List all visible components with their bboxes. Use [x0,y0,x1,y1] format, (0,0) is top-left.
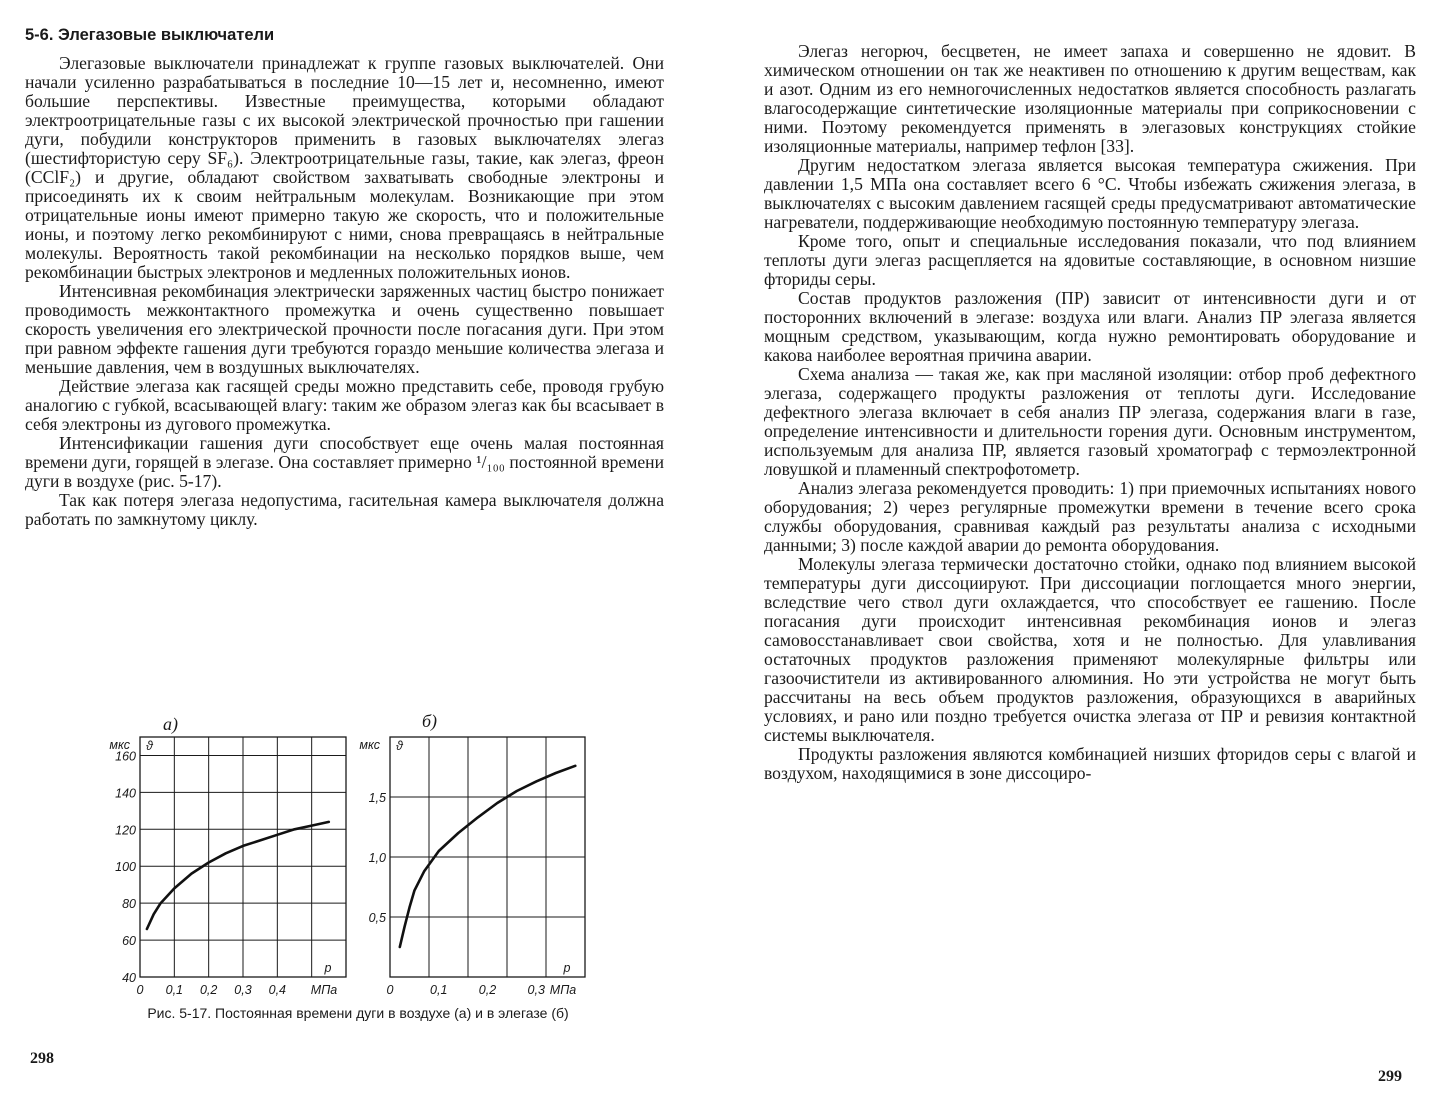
x-unit-label: МПа [310,983,338,997]
paragraph: Продукты разложения являются комбинацией низших фторидов серы с влагой и воздухом, находящимися в зоне диссоциро- [764,744,1416,783]
figure-5-17 [0,0,716,1105]
paragraph: Так как потеря элегаза недопустима, гасительная камера выключателя должна работать по замкнутому циклу. [25,490,664,529]
paragraph: Интенсификации гашения дуги способствует еще очень малая постоянная времени дуги, горящей в элегазе. Она составляет примерно ¹/₁₀₀ постоянной времени дуги в воздухе (рис. 5-17). [25,433,664,491]
paragraph: Интенсивная рекомбинация электрически заряженных частиц быстро понижает проводимость межконтактного промежутка и очень существенно повышает скорость увеличения его электрической прочности после погасания дуги. При этом при равном эффекте гашения дуги требуются гораздо меньшие количества элегаза и меньшие давления, чем в воздушных выключателях. [25,281,664,377]
y-unit-label: мкс [359,738,380,752]
y-tick-label: 100 [115,860,136,875]
x-tick-label: 0,1 [165,983,184,997]
x-tick-label: 0 [136,983,144,997]
paragraph: Элегаз негорюч, бесцветен, не имеет запаха и совершенно не ядовит. В химическом отношении он так же неактивен по отношению к другим веществам, как и азот. Одним из его немногочисленных недостатков является способность разлагать влагосодержащие синтетические изоляционные материалы при соприкосновении с ними. Поэтому рекомендуется применять в элегазовых конструкциях стойкие изоляционные материалы, например тефлон [33]. [764,41,1416,156]
paragraph: Кроме того, опыт и специальные исследования показали, что под влиянием теплоты дуги элегаз расщепляется на ядовитые составляющие, в основном низшие фториды серы. [764,231,1416,289]
y-tick-label: 80 [122,897,136,912]
y-tick-label: 60 [122,934,136,949]
paragraph: Схема анализа — такая же, как при масляной изоляции: отбор проб дефектного элегаза, содержащего продукты разложения от теплоты дуги. Исследование дефектного элегаза включает в себя анализ ПР элегаза, содержания влаги в газе, определение интенсивности и длительности горения дуги. Основным инструментом, используемым для анализа ПР, является газовый хроматограф с термоэлектронной ловушкой и пламенный спектрофотометр. [764,364,1416,479]
page-number-right: 299 [1378,1068,1402,1085]
x-tick-label: 0,3 [527,983,545,997]
x-symbol-label: p [324,961,332,975]
y-tick-label: 1,5 [368,791,386,805]
right-body-text [764,42,1416,783]
y-tick-label: 40 [122,971,136,985]
left-page [0,0,716,1105]
y-tick-label: 140 [115,786,136,801]
panel-label-b: б) [422,711,438,731]
paragraph: Состав продуктов разложения (ПР) зависит от интенсивности дуги и от посторонних включений в элегазе: воздуха или влаги. Анализ ПР элегаза является мощным средством, указывающим, когда нужно ремонтировать оборудование и какова наиболее вероятная причина аварии. [764,288,1416,365]
panel-label-a: а) [163,714,178,734]
figure-caption: Рис. 5-17. Постоянная времени дуги в воздухе (а) и в элегазе (б) [147,1005,569,1021]
paragraph: Действие элегаза как гасящей среды можно представить себе, проводя грубую аналогию с губкой, всасывающей влагу: таким же образом элегаз как бы всасывает в себя электроны из дугового промежутка. [25,376,664,434]
y-symbol-label: ϑ [396,739,403,753]
y-tick-label: 120 [115,823,136,838]
x-tick-label: 0,4 [268,983,287,997]
x-symbol-label: p [563,961,571,975]
y-tick-label: 0,5 [368,911,386,925]
y-tick-label: 1,0 [368,851,386,865]
x-tick-label: 0,1 [430,983,448,997]
page-number-left: 298 [30,1050,54,1067]
x-tick-label: 0 [386,983,394,997]
paragraph: Анализ элегаза рекомендуется проводить: 1) при приемочных испытаниях нового оборудования; 2) через регулярные промежутки времени в течение всего срока службы оборудования, сравнивая каждый раз результаты анализа с исходными данными; 3) после каждой аварии до ремонта оборудования. [764,478,1416,555]
series-line [400,766,576,947]
y-unit-label: мкс [109,738,130,752]
section-heading: 5-6. Элегазовые выключатели [25,26,275,44]
y-tick-label: 160 [115,749,136,764]
right-page [716,0,1433,1105]
x-tick-label: 0,3 [234,983,252,997]
paragraph: Другим недостатком элегаза является высокая температура сжижения. При давлении 1,5 МПа она составляет всего 6 °С. Чтобы избежать сжижения элегаза, в выключателях с высоким давлением гасящей среды предусматривают автоматические нагреватели, поддерживающие необходимую постоянную температуру элегаза. [764,155,1416,232]
y-symbol-label: ϑ [146,739,153,753]
x-tick-label: 0,2 [199,983,218,997]
paragraph: Молекулы элегаза термически достаточно стойки, однако под влиянием высокой температуры дуги диссоциируют. При диссоциации поглощается много энергии, вследствие чего ствол дуги охлаждается, что способствует ее гашению. После погасания дуги происходит интенсивная рекомбинация ионов и элегаз самовосстанавливает свои свойства, хотя и не полностью. Для улавливания остаточных продуктов разложения применяют молекулярные фильтры или газоочистители из активированного алюминия. Но эти устройства не могут быть рассчитаны на весь объем продуктов разложения, образующихся в аварийных условиях, и рано или поздно требуется очистка элегаза от ПР и ревизия контактной системы выключателя. [764,554,1416,745]
x-unit-label: МПа [549,983,577,997]
paragraph: Элегазовые выключатели принадлежат к группе газовых выключателей. Они начали усиленно разрабатываться в последние 10—15 лет и, несомненно, имеют большие перспективы. Известные преимущества, которыми обладают электроотрицательные газы с их высокой электрической прочностью при гашении дуги, побудили конструкторов применить в газовых выключателях элегаз (шестифтористую серу SF₆). Электроотрицательные газы, такие, как элегаз, фреон (CClF₂) и другие, обладают свойством захватывать свободные электроны и присоединять их к своим нейтральным молекулам. Возникающие при этом отрицательные ионы имеют примерно такую же скорость, что и положительные ионы, и поэтому легко рекомбинируют с ними, снова превращаясь в нейтральные молекулы. Вероятность такой рекомбинации на несколько порядков выше, чем рекомбинации быстрых электронов и медленных положительных ионов. [25,53,664,282]
x-tick-label: 0,2 [478,983,497,997]
